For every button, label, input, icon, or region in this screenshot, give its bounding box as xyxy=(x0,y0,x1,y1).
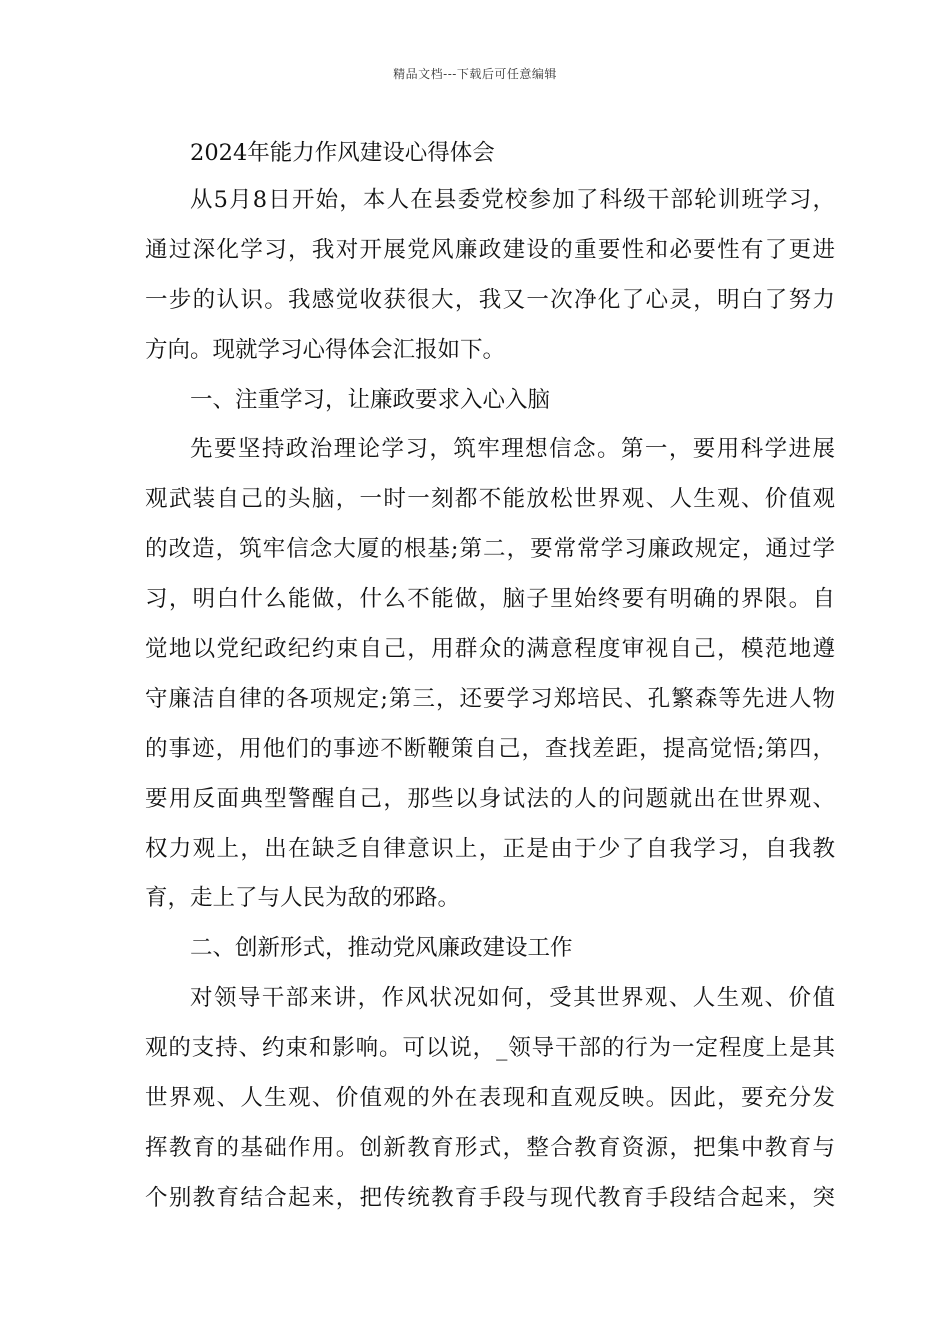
body-line: 的改造，筑牢信念大厦的根基;第二，要常常学习廉政规定，通过学 xyxy=(145,536,835,562)
body-line: 挥教育的基础作用。创新教育形式，整合教育资源，把集中教育与 xyxy=(145,1135,835,1161)
body-line: 要用反面典型警醒自己，那些以身试法的人的问题就出在世界观、 xyxy=(145,786,835,812)
body-line: 育，走上了与人民为敌的邪路。 xyxy=(145,885,461,911)
body-line: 先要坚持政治理论学习，筑牢理想信念。第一，要用科学进展 xyxy=(190,436,835,462)
body-line: 观武装自己的头脑，一时一刻都不能放松世界观、人生观、价值观 xyxy=(145,486,835,512)
body-line: 的事迹，用他们的事迹不断鞭策自己，查找差距，提高觉悟;第四， xyxy=(145,736,835,762)
body-line: 观的支持、约束和影响。可以说，_领导干部的行为一定程度上是其 xyxy=(145,1035,835,1061)
document-title: 2024年能力作风建设心得体会 xyxy=(190,140,495,166)
body-line: 觉地以党纪政纪约束自己，用群众的满意程度审视自己，模范地遵 xyxy=(145,636,835,662)
body-line: 习，明白什么能做，什么不能做，脑子里始终要有明确的界限。自 xyxy=(145,586,835,612)
body-line: 权力观上，出在缺乏自律意识上，正是由于少了自我学习，自我教 xyxy=(145,836,835,862)
body-line: 从5月8日开始，本人在县委党校参加了科级干部轮训班学习， xyxy=(190,187,835,213)
body-line: 一步的认识。我感觉收获很大，我又一次净化了心灵，明白了努力 xyxy=(145,287,835,313)
page-header: 精品文档---下载后可任意编辑 xyxy=(393,67,557,81)
body-line: 方向。现就学习心得体会汇报如下。 xyxy=(145,337,506,363)
body-line: 个别教育结合起来，把传统教育手段与现代教育手段结合起来，突 xyxy=(145,1185,835,1211)
body-line: 世界观、人生观、价值观的外在表现和直观反映。因此，要充分发 xyxy=(145,1085,835,1111)
body-line: 守廉洁自律的各项规定;第三，还要学习郑培民、孔繁森等先进人物 xyxy=(145,686,835,712)
body-line: 通过深化学习，我对开展党风廉政建设的重要性和必要性有了更进 xyxy=(145,237,835,263)
section-heading: 二、创新形式，推动党风廉政建设工作 xyxy=(190,935,573,961)
body-line: 对领导干部来讲，作风状况如何，受其世界观、人生观、价值 xyxy=(190,985,835,1011)
section-heading: 一、注重学习，让廉政要求入心入脑 xyxy=(190,387,551,413)
